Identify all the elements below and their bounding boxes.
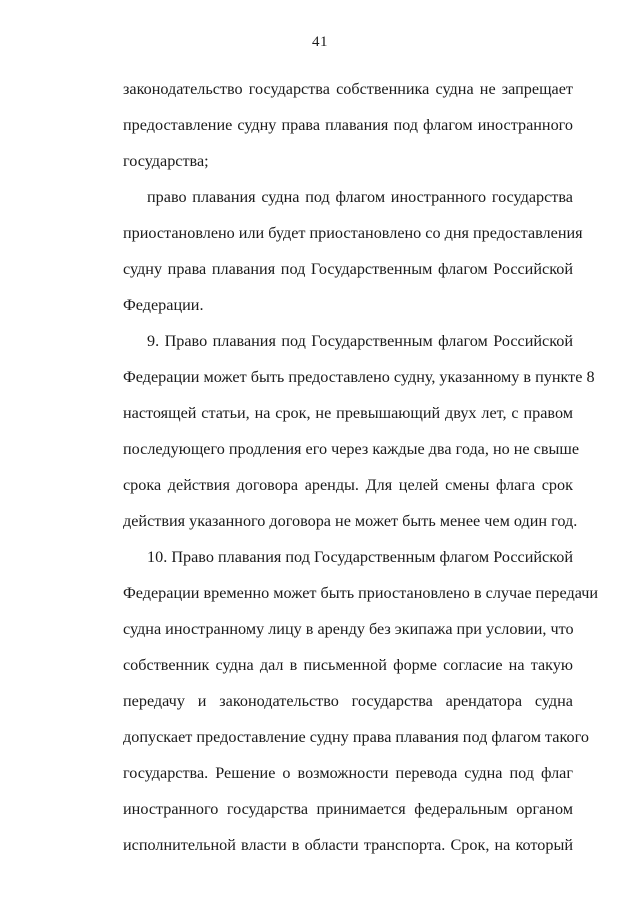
text-line: Федерации временно может быть приостановлено в случае передачи xyxy=(123,584,599,602)
text-line: предоставление судну права плавания под флагом иностранного xyxy=(123,116,573,134)
text-line: судну права плавания под Государственным флагом Российской xyxy=(123,260,573,278)
text-line: государства; xyxy=(123,152,209,170)
text-line: иностранного государства принимается федеральным органом xyxy=(123,800,573,818)
text-line: законодательство государства собственника судна не запрещает xyxy=(123,80,573,98)
text-line: приостановлено или будет приостановлено со дня предоставления xyxy=(123,224,583,242)
text-line: исполнительной власти в области транспорта. Срок, на который xyxy=(123,836,573,854)
text-line: 9. Право плавания под Государственным флагом Российской xyxy=(147,332,573,350)
page-number: 41 xyxy=(312,34,328,50)
text-line: 10. Право плавания под Государственным флагом Российской xyxy=(147,548,573,566)
text-line: Федерации может быть предоставлено судну, указанному в пункте 8 xyxy=(123,368,595,386)
text-line: государства. Решение о возможности перевода судна под флаг xyxy=(123,764,573,782)
text-line: настоящей статьи, на срок, не превышающий двух лет, с правом xyxy=(123,404,573,422)
text-line: допускает предоставление судну права плавания под флагом такого xyxy=(123,728,589,746)
text-line: Федерации. xyxy=(123,296,204,314)
text-line: право плавания судна под флагом иностранного государства xyxy=(147,188,573,206)
text-line: собственник судна дал в письменной форме согласие на такую xyxy=(123,656,573,674)
text-line: действия указанного договора не может быть менее чем один год. xyxy=(123,512,578,530)
text-line: срока действия договора аренды. Для целей смены флага срок xyxy=(123,476,573,494)
text-line: последующего продления его через каждые два года, но не свыше xyxy=(123,440,580,458)
text-line: судна иностранному лицу в аренду без экипажа при условии, что xyxy=(123,620,574,638)
text-line: передачу и законодательство государства арендатора судна xyxy=(123,692,573,710)
